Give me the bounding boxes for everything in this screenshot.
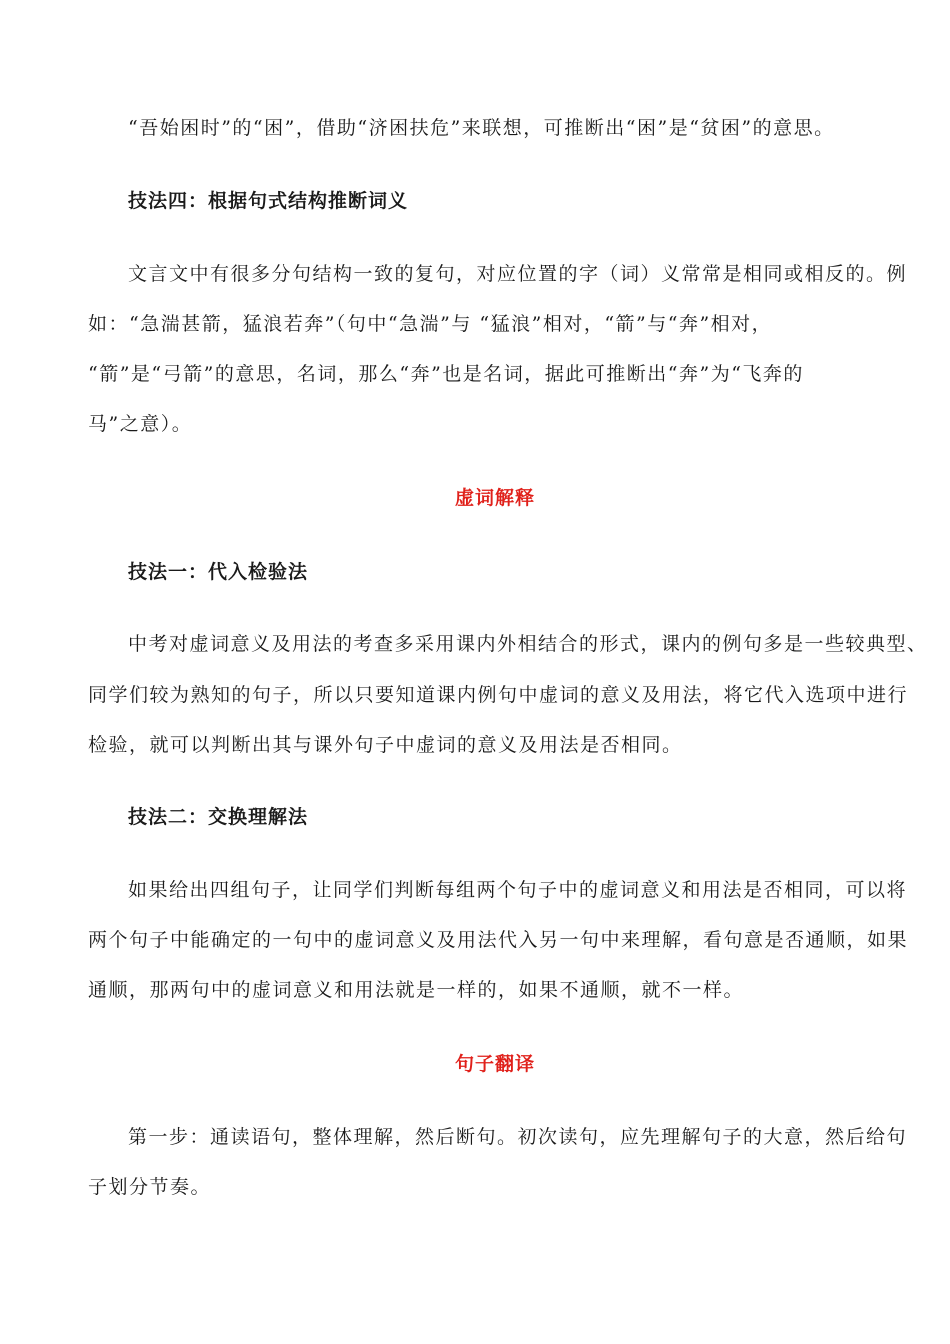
section-title-sentence-translation: 句子翻译 [454, 1053, 535, 1075]
paragraph-kun-line-1: “吾始困时”的“困”，借助“济困扶危”来联想，可推断出“困”是“贫困”的意思。 [128, 117, 835, 139]
section-title-function-words: 虚词解释 [454, 487, 535, 509]
method-2-line-1: 如果给出四组句子，让同学们判断每组两个句子中的虚词意义和用法是否相同，可以将 [128, 879, 908, 901]
method-4-heading: 技法四：根据句式结构推断词义 [128, 190, 409, 212]
method-2-heading: 技法二：交换理解法 [128, 806, 309, 828]
method-4-line-3: “箭”是“弓箭”的意思，名词，那么“奔”也是名词，据此可推断出“奔”为“飞奔的 [88, 363, 804, 385]
method-4-line-2: 如：“急湍甚箭，猛浪若奔”（句中“急湍”与 “猛浪”相对，“箭”与“奔”相对， [88, 313, 773, 335]
method-1-line-2: 同学们较为熟知的句子，所以只要知道课内例句中虚词的意义及用法，将它代入选项中进行 [88, 684, 909, 706]
method-4-line-1: 文言文中有很多分句结构一致的复句，对应位置的字（词）义常常是相同或相反的。例 [128, 263, 908, 285]
method-1-line-1: 中考对虚词意义及用法的考查多采用课内外相结合的形式，课内的例句多是一些较典型、 [128, 633, 928, 655]
step-1-line-2: 子划分节奏。 [88, 1176, 212, 1198]
method-4-line-4: 马”之意）。 [88, 413, 193, 435]
method-2-line-3: 通顺，那两句中的虚词意义和用法就是一样的，如果不通顺，就不一样。 [88, 979, 745, 1001]
method-2-line-2: 两个句子中能确定的一句中的虚词意义及用法代入另一句中来理解，看句意是否通顺，如果 [88, 929, 909, 951]
step-1-line-1: 第一步：通读语句，整体理解，然后断句。初次读句，应先理解句子的大意，然后给句 [128, 1126, 908, 1148]
method-1-line-3: 检验，就可以判断出其与课外句子中虚词的意义及用法是否相同。 [88, 734, 683, 756]
method-1-heading: 技法一：代入检验法 [128, 561, 309, 583]
